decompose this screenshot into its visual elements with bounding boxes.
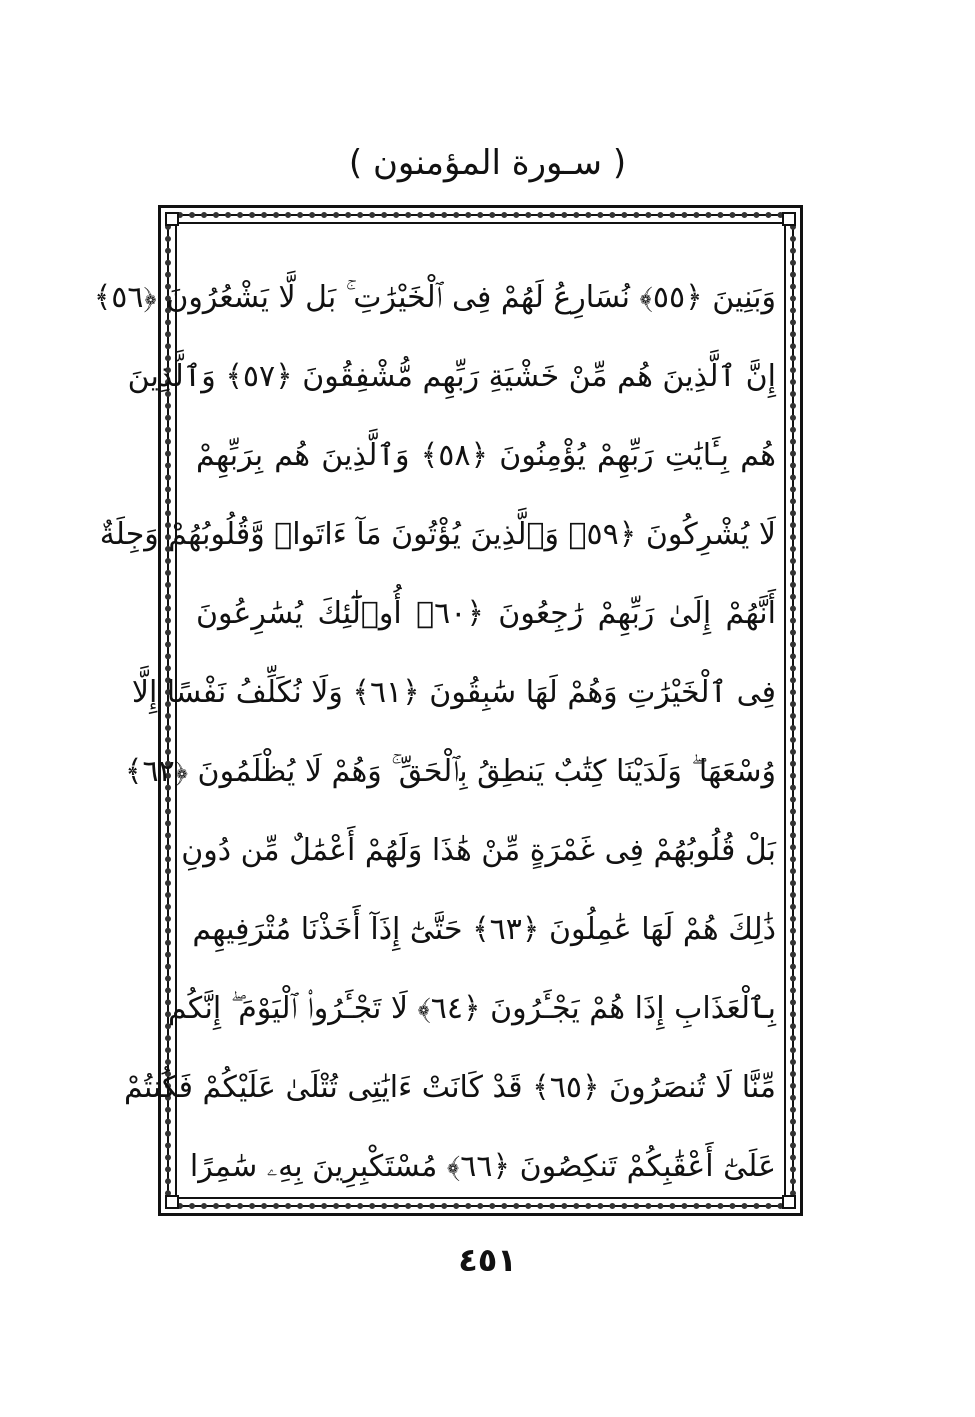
verse-line-10: بِٱلْعَذَابِ إِذَا هُمْ يَجْـَٔرُونَ ﴿٦٤﴾ لَا تَجْـَٔرُوا۟ ٱلْيَوْمَ ۖ إِنَّكُم	[167, 991, 776, 1026]
corner-ornament-bottom-right	[782, 1195, 796, 1209]
verse-line-12: عَلَىٰٓ أَعْقَٰبِكُمْ تَنكِصُونَ ﴿٦٦﴾ مُسْتَكْبِرِينَ بِهِۦ سَٰمِرًا	[189, 1149, 776, 1184]
verse-line-9: ذَٰلِكَ هُمْ لَهَا عَٰمِلُونَ ﴿٦٣﴾ حَتَّىٰٓ إِذَآ أَخَذْنَا مُتْرَفِيهِم	[192, 912, 776, 947]
surah-title: ( سـورة المؤمنون )	[348, 143, 627, 183]
corner-ornament-top-right	[782, 212, 796, 226]
page-number: ٤٥١	[458, 1241, 517, 1279]
verse-line-1: وَبَنِينَ ﴿٥٥﴾ نُسَارِعُ لَهُمْ فِى ٱلْخَيْرَٰتِ ۚ بَل لَّا يَشْعُرُونَ ﴿٥٦﴾	[93, 280, 776, 315]
verse-line-4: لَا يُشْرِكُونَ ﴿٥٩﴾ وَٱلَّذِينَ يُؤْتُونَ مَآ ءَاتَوا۟ وَّقُلُوبُهُمْ وَجِلَةٌ	[99, 517, 776, 552]
verse-line-8: بَلْ قُلُوبُهُمْ فِى غَمْرَةٍ مِّنْ هَٰذَا وَلَهُمْ أَعْمَٰلٌ مِّن دُونِ	[181, 833, 776, 868]
verse-line-6: فِى ٱلْخَيْرَٰتِ وَهُمْ لَهَا سَٰبِقُونَ ﴿٦١﴾ وَلَا نُكَلِّفُ نَفْسًا إِلَّا	[131, 675, 776, 710]
verses-text-block	[93, 258, 776, 1206]
verse-line-2: إِنَّ ٱلَّذِينَ هُم مِّنْ خَشْيَةِ رَبِّهِم مُّشْفِقُونَ ﴿٥٧﴾ وَٱلَّذِينَ	[127, 359, 776, 394]
verse-line-3: هُم بِـَٔايَٰتِ رَبِّهِمْ يُؤْمِنُونَ ﴿٥٨﴾ وَٱلَّذِينَ هُم بِرَبِّهِمْ	[196, 438, 776, 473]
corner-ornament-bottom-left	[165, 1195, 179, 1209]
corner-ornament-top-left	[165, 212, 179, 226]
verse-line-7: وُسْعَهَا ۖ وَلَدَيْنَا كِتَٰبٌ يَنطِقُ بِٱلْحَقِّ ۚ وَهُمْ لَا يُظْلَمُونَ ﴿٦٢﴾	[124, 754, 776, 789]
verse-line-5: أَنَّهُمْ إِلَىٰ رَبِّهِمْ رَٰجِعُونَ ﴿٦٠﴾ أُو۟لَٰٓئِكَ يُسَٰرِعُونَ	[196, 596, 776, 631]
verse-line-11: مِّنَّا لَا تُنصَرُونَ ﴿٦٥﴾ قَدْ كَانَتْ ءَايَٰتِى تُتْلَىٰ عَلَيْكُمْ فَكُنتُمْ	[124, 1070, 776, 1105]
